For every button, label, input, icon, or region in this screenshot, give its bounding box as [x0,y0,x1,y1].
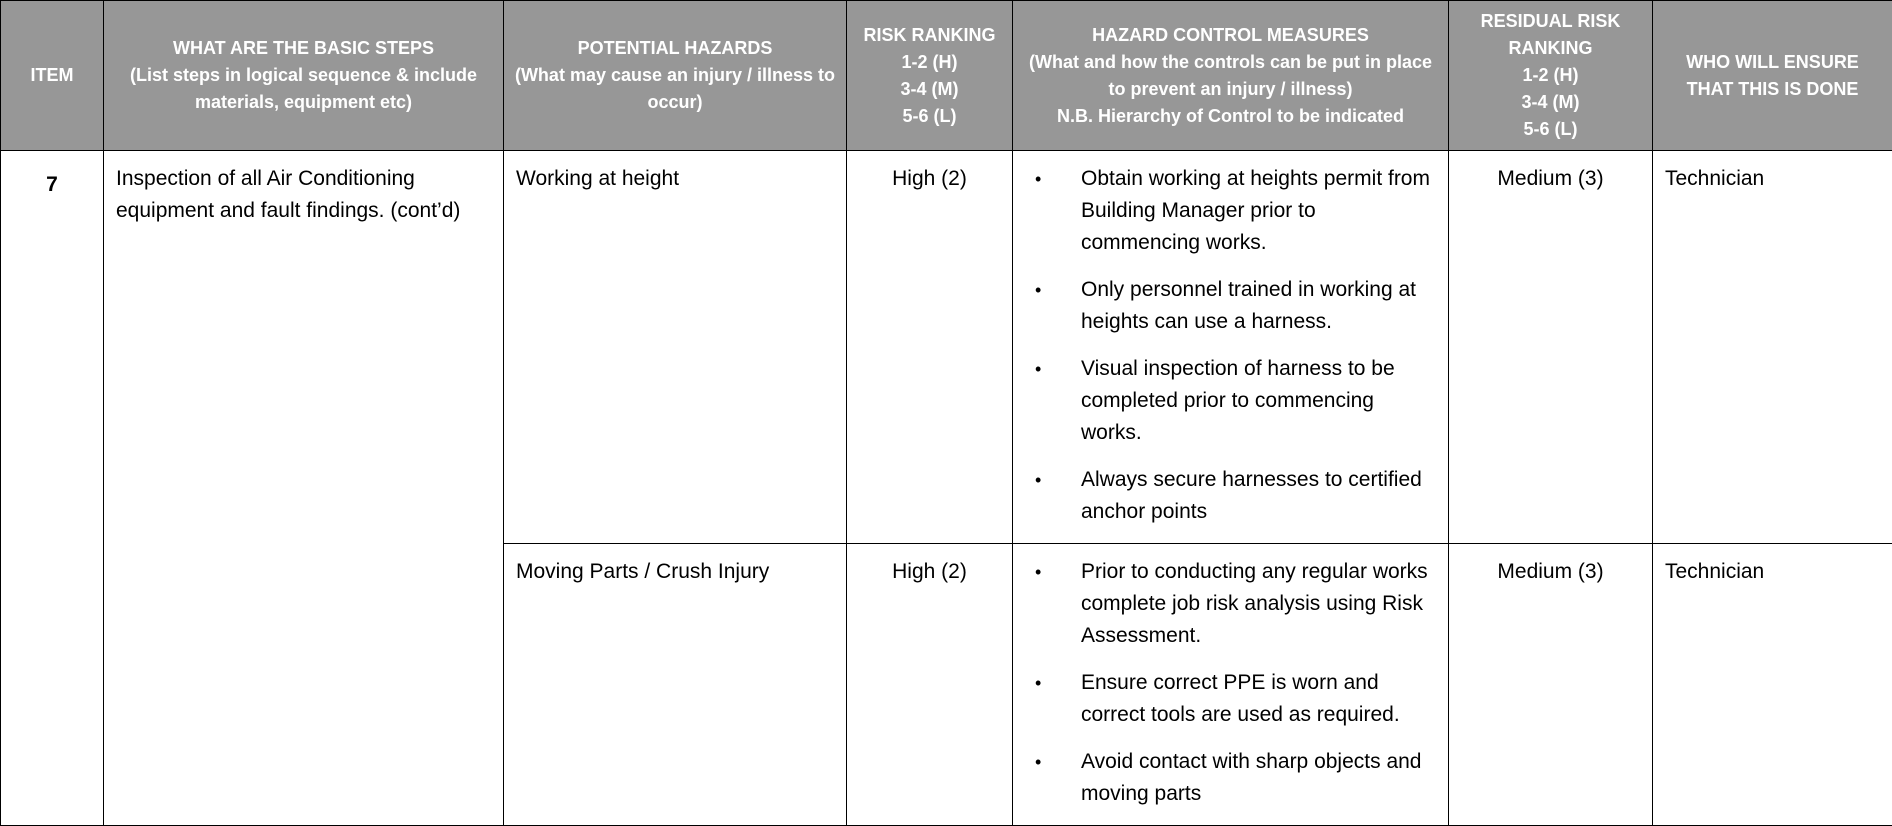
header-who-will-ensure: WHO WILL ENSURE THAT THIS IS DONE [1653,1,1892,151]
measure-text: Prior to conducting any regular works complete job risk analysis using Risk Assessment. [1081,560,1428,647]
header-hazard-control-measures: HAZARD CONTROL MEASURES (What and how the controls can be put in place to prevent an injury / illness) N.B. Hierarchy of Control to be indicated [1013,1,1449,151]
residual-risk-cell: Medium (3) [1449,544,1653,826]
control-measures-cell [1013,151,1449,544]
hazard-cell: Moving Parts / Crush Injury [504,544,847,826]
list-item [1025,353,1436,449]
list-item [1025,667,1436,731]
bullet-icon: • [1035,163,1041,195]
list-item [1025,464,1436,528]
list-item [1025,163,1436,259]
control-measures-cell [1013,544,1449,826]
basic-step-text: Inspection of all Air Conditioning equipment and fault findings. (cont’d) [104,151,504,826]
responsible-person-cell: Technician [1653,544,1892,826]
control-measures-list [1025,556,1436,810]
table-row [1,151,1892,544]
responsible-person-cell: Technician [1653,151,1892,544]
list-item [1025,556,1436,652]
measure-text: Obtain working at heights permit from Building Manager prior to commencing works. [1081,167,1430,254]
header-risk-ranking: RISK RANKING 1-2 (H) 3-4 (M) 5-6 (L) [847,1,1013,151]
list-item [1025,746,1436,810]
bullet-icon: • [1035,464,1041,496]
header-potential-hazards: POTENTIAL HAZARDS (What may cause an injury / illness to occur) [504,1,847,151]
residual-risk-cell: Medium (3) [1449,151,1653,544]
risk-ranking-cell: High (2) [847,151,1013,544]
item-number: 7 [1,151,104,826]
bullet-icon: • [1035,353,1041,385]
measure-text: Always secure harnesses to certified anchor points [1081,468,1422,523]
risk-ranking-cell: High (2) [847,544,1013,826]
control-measures-list [1025,163,1436,528]
measure-text: Ensure correct PPE is worn and correct tools are used as required. [1081,671,1400,726]
bullet-icon: • [1035,556,1041,588]
measure-text: Avoid contact with sharp objects and moving parts [1081,750,1421,805]
table-header [1,1,1892,151]
bullet-icon: • [1035,746,1041,778]
list-item [1025,274,1436,338]
measure-text: Only personnel trained in working at heights can use a harness. [1081,278,1416,333]
measure-text: Visual inspection of harness to be completed prior to commencing works. [1081,357,1395,444]
table-body [1,151,1892,826]
header-item: ITEM [1,1,104,151]
header-basic-steps: WHAT ARE THE BASIC STEPS (List steps in logical sequence & include materials, equipment etc) [104,1,504,151]
header-residual-risk-ranking: RESIDUAL RISK RANKING 1-2 (H) 3-4 (M) 5-6 (L) [1449,1,1653,151]
bullet-icon: • [1035,667,1041,699]
hazard-cell: Working at height [504,151,847,544]
bullet-icon: • [1035,274,1041,306]
